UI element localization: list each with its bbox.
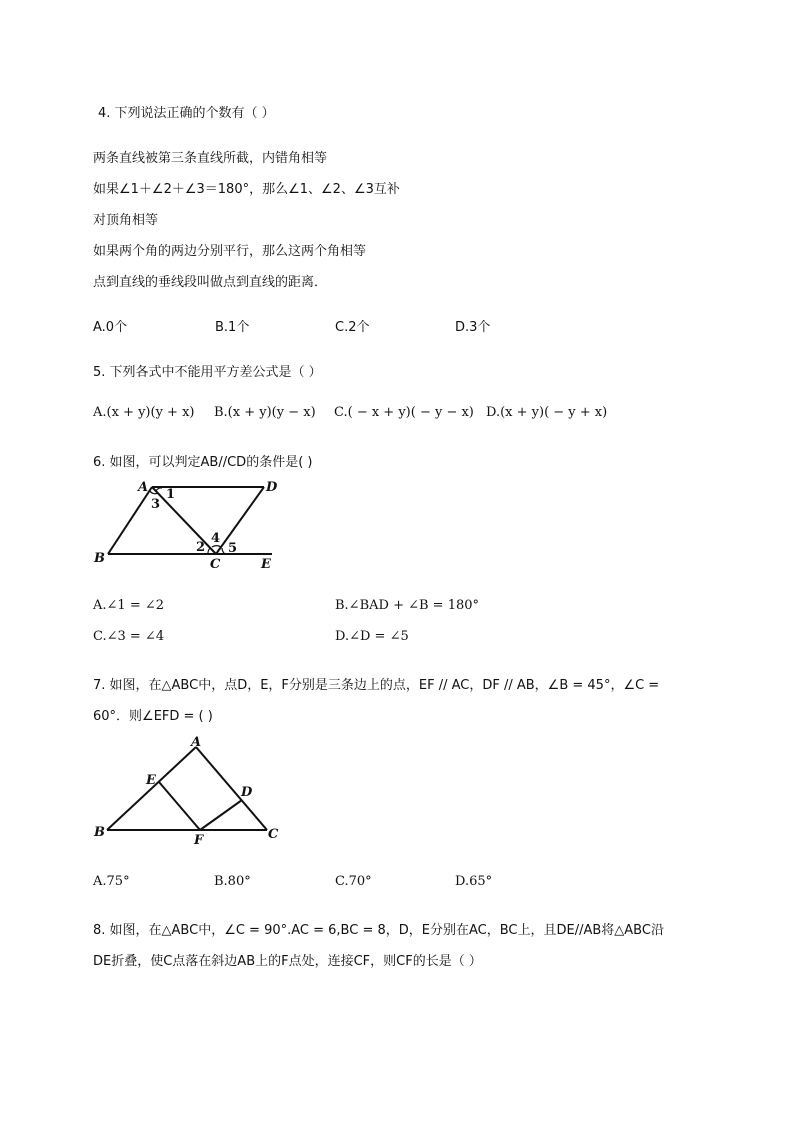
q7-figure	[90, 732, 290, 848]
q5-option-d: D.(x + y)( − y + x)	[486, 405, 608, 420]
q7-option-a: A.75°	[93, 874, 130, 889]
q8-stem-line1: 8. 如图，在△ABC中，∠C = 90°.AC = 6,BC = 8，D，E分别在AC，BC上，且DE//AB将△ABC沿	[93, 923, 664, 938]
q6-label-3: 3	[151, 497, 161, 512]
q6-label-5: 5	[228, 541, 238, 556]
q4-option-b: B.1个	[215, 320, 250, 335]
q7-option-d: D.65°	[455, 874, 493, 889]
q6-label-e: E	[261, 557, 271, 572]
q6-label-4: 4	[211, 531, 221, 546]
q7-option-c: C.70°	[335, 874, 372, 889]
q6-option-c: C.∠3 = ∠4	[93, 629, 165, 644]
q7-label-a: A	[191, 735, 202, 750]
q4-option-a: A.0个	[93, 320, 128, 335]
q4-option-c: C.2个	[335, 320, 370, 335]
q6-label-c: C	[210, 557, 221, 572]
q6-option-d: D.∠D = ∠5	[335, 629, 409, 644]
q7-stem-line1: 7. 如图，在△ABC中，点D，E，F分别是三条边上的点，EF // AC，DF // AB，∠B = 45°，∠C =	[93, 678, 660, 693]
q6-option-a: A.∠1 = ∠2	[93, 598, 165, 613]
q6-label-1: 1	[166, 487, 176, 502]
q6-label-2: 2	[196, 540, 206, 555]
q4-statement-4: 如果两个角的两边分别平行，那么这两个角相等	[93, 244, 367, 259]
q7-label-e: E	[146, 773, 156, 788]
q6-option-b: B.∠BAD + ∠B = 180°	[335, 598, 480, 613]
q5-stem: 5. 下列各式中不能用平方差公式是（ ）	[93, 365, 322, 380]
q7-option-b: B.80°	[214, 874, 251, 889]
q4-statement-5: 点到直线的垂线段叫做点到直线的距离．	[93, 275, 328, 290]
q4-statement-2: 如果∠1＋∠2＋∠3＝180°，那么∠1、∠2、∠3互补	[93, 182, 400, 197]
q6-label-d: D	[266, 480, 278, 495]
q7-label-c: C	[268, 827, 279, 842]
q6-stem: 6. 如图，可以判定AB//CD的条件是( )	[93, 455, 313, 470]
q6-figure	[90, 476, 290, 572]
q7-label-b: B	[94, 825, 105, 840]
q4-statement-1: 两条直线被第三条直线所截，内错角相等	[93, 151, 328, 166]
q4-stem: 4. 下列说法正确的个数有（ ）	[98, 106, 275, 121]
q7-label-f: F	[194, 833, 204, 848]
q4-statement-3: 对顶角相等	[93, 213, 159, 228]
q8-stem-line2: DE折叠，使C点落在斜边AB上的F点处，连接CF，则CF的长是（ ）	[93, 954, 482, 969]
q6-label-b: B	[94, 551, 105, 566]
q5-option-a: A.(x + y)(y + x)	[93, 405, 195, 420]
q6-label-a: A	[138, 480, 149, 495]
q7-label-d: D	[241, 785, 253, 800]
q4-option-d: D.3个	[455, 320, 491, 335]
q5-option-b: B.(x + y)(y − x)	[214, 405, 316, 420]
q5-option-c: C.( − x + y)( − y − x)	[334, 405, 474, 420]
q7-stem-line2: 60°．则∠EFD = ( )	[93, 709, 213, 724]
